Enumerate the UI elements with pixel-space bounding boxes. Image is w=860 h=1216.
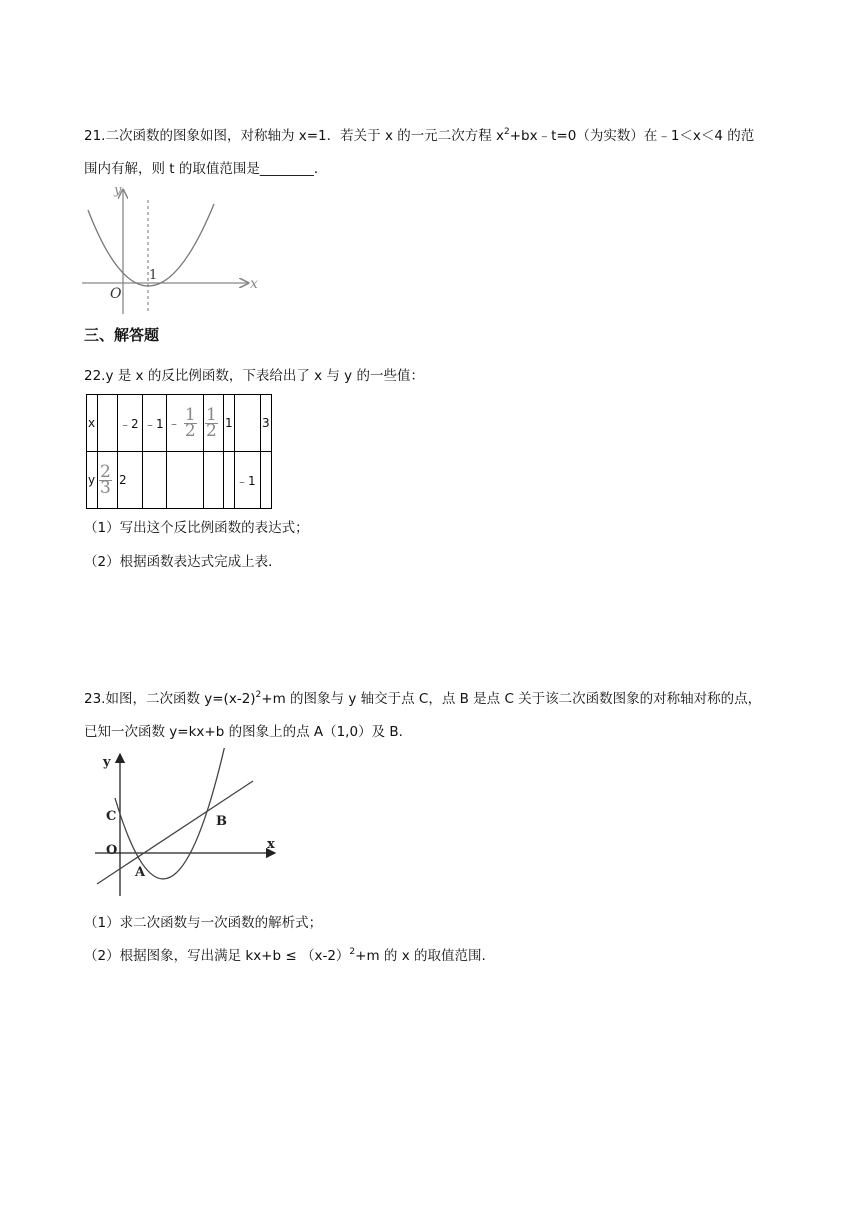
minus-sign: ﹣ [168,415,181,430]
q23-point-a-label: A [135,865,146,880]
q23-point-b-label: B [216,814,227,829]
q23-parabola [115,748,225,879]
table-cell [98,395,118,452]
q23-part2-exponent: 2 [349,947,356,957]
q23-point-c-label: C [106,809,117,824]
q23-text-b: +m 的图象与 y 轴交于点 C，点 B 是点 C 关于该二次函数图象的对称轴对称的点， [261,691,762,707]
q23-text-line2: 已知一次函数 y=kx+b 的图象上的点 A（1,0）及 B. [84,724,403,740]
table-cell: ﹣2 [118,395,143,452]
q23-exponent: 2 [255,690,262,700]
q23-x-label: x [267,837,275,852]
table-row-x [87,395,272,452]
table-cell [167,452,204,509]
q23-y-label: y [103,755,111,770]
table-cell [235,395,261,452]
q22-part1: （1）写出这个反比例函数的表达式； [84,520,309,536]
q21-tick-1: 1 [149,268,158,283]
q23-text-line1 [84,690,761,710]
table-cell-two-thirds [98,452,118,509]
q21-origin-label: O [110,286,122,302]
q23-part1: （1）求二次函数与一次函数的解析式； [84,915,323,931]
q21-exponent: 2 [504,127,510,137]
table-cell: ﹣1 [143,395,167,452]
q22-value-table [86,394,272,509]
table-cell-neg-half [167,395,204,452]
q21-text-b: +bx﹣t=0（为实数）在﹣1＜x＜4 的范 [509,128,755,144]
q23-part2-a: （2）根据图象，写出满足 kx+b ≤ （x-2） [84,948,350,964]
table-row-y [87,452,272,509]
q21-text-a: 21.二次函数的图象如图，对称轴为 x=1．若关于 x 的一元二次方程 x [84,128,505,144]
table-cell [143,452,167,509]
table-cell-half [204,395,224,452]
table-cell [224,452,235,509]
section-title: 三、解答题 [84,326,160,344]
table-cell: 2 [118,452,143,509]
q21-text-line1 [84,127,754,147]
table-cell: ﹣1 [235,452,261,509]
q22-part2: （2）根据函数表达式完成上表． [84,554,282,570]
q23-graph [95,748,290,898]
table-cell [204,452,224,509]
table-cell-y-label: y [87,452,98,509]
q23-origin-label: O [106,843,118,858]
q21-text-line2: 围内有解，则 t 的取值范围是________． [84,161,328,177]
table-cell-x-label: x [87,395,98,452]
q23-text-a: 23.如图，二次函数 y=(x-2) [84,691,256,707]
fraction: $\frac{1}{2}$ [184,404,196,441]
fraction: $\frac{2}{3}$ [100,461,111,498]
q21-graph [80,180,265,316]
table-cell: 1 [224,395,235,452]
q23-part2 [84,947,486,967]
table-cell [261,452,272,509]
q21-x-label: x [250,276,258,292]
fraction: $\frac{1}{2}$ [206,404,217,441]
table-cell: 3 [261,395,272,452]
q21-y-label: y [114,183,122,198]
q22-intro: 22.y 是 x 的反比例函数，下表给出了 x 与 y 的一些值： [84,368,424,384]
q23-part2-b: +m 的 x 的取值范围. [355,948,486,964]
